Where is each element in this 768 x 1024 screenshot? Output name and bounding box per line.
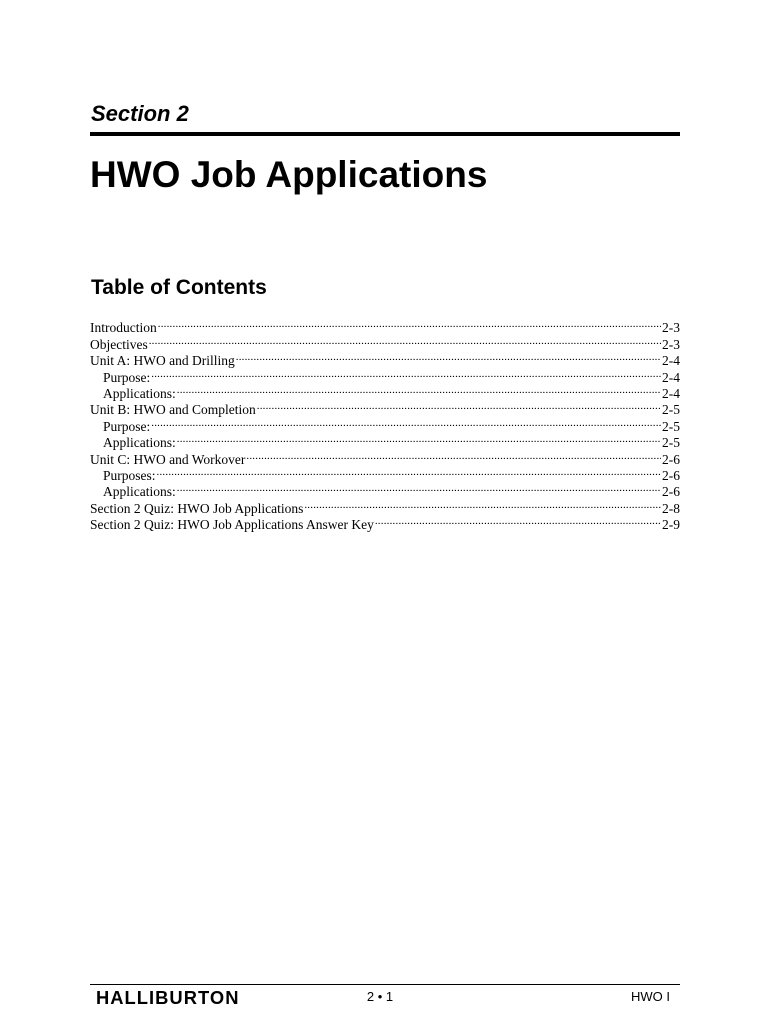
toc-entry-page: 2-5: [662, 435, 680, 451]
toc-entry[interactable]: [90, 332, 680, 352]
header-rule: [90, 132, 680, 136]
document-code: HWO I: [631, 989, 670, 1004]
toc-entry-page: 2-4: [662, 369, 680, 385]
toc-dot-leader: [177, 382, 661, 398]
toc-entry-title: Unit A: HWO and Drilling: [90, 353, 235, 369]
page-title: HWO Job Applications: [90, 154, 488, 195]
toc-entry[interactable]: [90, 398, 680, 418]
toc-entry-title: Purpose:: [103, 369, 151, 385]
toc-dot-leader: [177, 480, 661, 496]
toc-dot-leader: [257, 398, 661, 414]
toc-entry-title: Purposes:: [103, 467, 156, 483]
toc-entry-page: 2-9: [662, 517, 680, 533]
toc-entry-title: Applications:: [103, 435, 176, 451]
toc-dot-leader: [177, 431, 661, 447]
toc-entry-page: 2-5: [662, 402, 680, 418]
toc-dot-leader: [236, 349, 661, 365]
toc-entry[interactable]: [90, 349, 680, 369]
toc-entry-title: Applications:: [103, 385, 176, 401]
toc-entry-title: Section 2 Quiz: HWO Job Applications: [90, 500, 304, 516]
toc-heading: Table of Contents: [91, 276, 267, 299]
footer-rule: [90, 984, 680, 985]
toc-entry[interactable]: [90, 480, 680, 500]
toc-entry[interactable]: [90, 316, 680, 336]
toc-entry-page: 2-6: [662, 484, 680, 500]
section-label: Section 2: [91, 101, 189, 126]
toc-dot-leader: [151, 365, 661, 381]
toc-entry[interactable]: [90, 365, 680, 385]
toc-dot-leader: [158, 316, 661, 332]
toc-entry-title: Introduction: [90, 320, 157, 336]
toc-entry-page: 2-3: [662, 320, 680, 336]
toc-entry-title: Section 2 Quiz: HWO Job Applications Answer Key: [90, 517, 374, 533]
toc-entry-title: Purpose:: [103, 418, 151, 434]
toc-entry-page: 2-8: [662, 500, 680, 516]
toc-entry-title: Applications:: [103, 484, 176, 500]
toc-entry[interactable]: [90, 382, 680, 401]
toc-dot-leader: [157, 464, 661, 480]
page-number: 2 • 1: [366, 989, 394, 1004]
toc-entry[interactable]: [90, 464, 680, 483]
table-of-contents: [90, 316, 680, 533]
toc-entry-page: 2-6: [662, 467, 680, 483]
toc-dot-leader: [151, 414, 661, 430]
toc-entry-title: Unit C: HWO and Workover: [90, 451, 246, 467]
toc-entry-page: 2-6: [662, 451, 680, 467]
toc-dot-leader: [149, 332, 661, 348]
toc-entry-page: 2-4: [662, 385, 680, 401]
halliburton-logo: HALLIBURTON: [96, 988, 240, 1008]
toc-entry-title: Objectives: [90, 336, 148, 352]
toc-entry[interactable]: [90, 414, 680, 434]
toc-dot-leader: [304, 496, 661, 512]
toc-entry[interactable]: [90, 431, 680, 451]
toc-dot-leader: [246, 447, 661, 463]
toc-entry[interactable]: [90, 447, 680, 467]
toc-entry[interactable]: [90, 496, 680, 516]
toc-entry-page: 2-3: [662, 336, 680, 352]
toc-dot-leader: [375, 513, 661, 529]
toc-entry-page: 2-5: [662, 418, 680, 434]
toc-entry-page: 2-4: [662, 353, 680, 369]
toc-entry-title: Unit B: HWO and Completion: [90, 402, 256, 418]
